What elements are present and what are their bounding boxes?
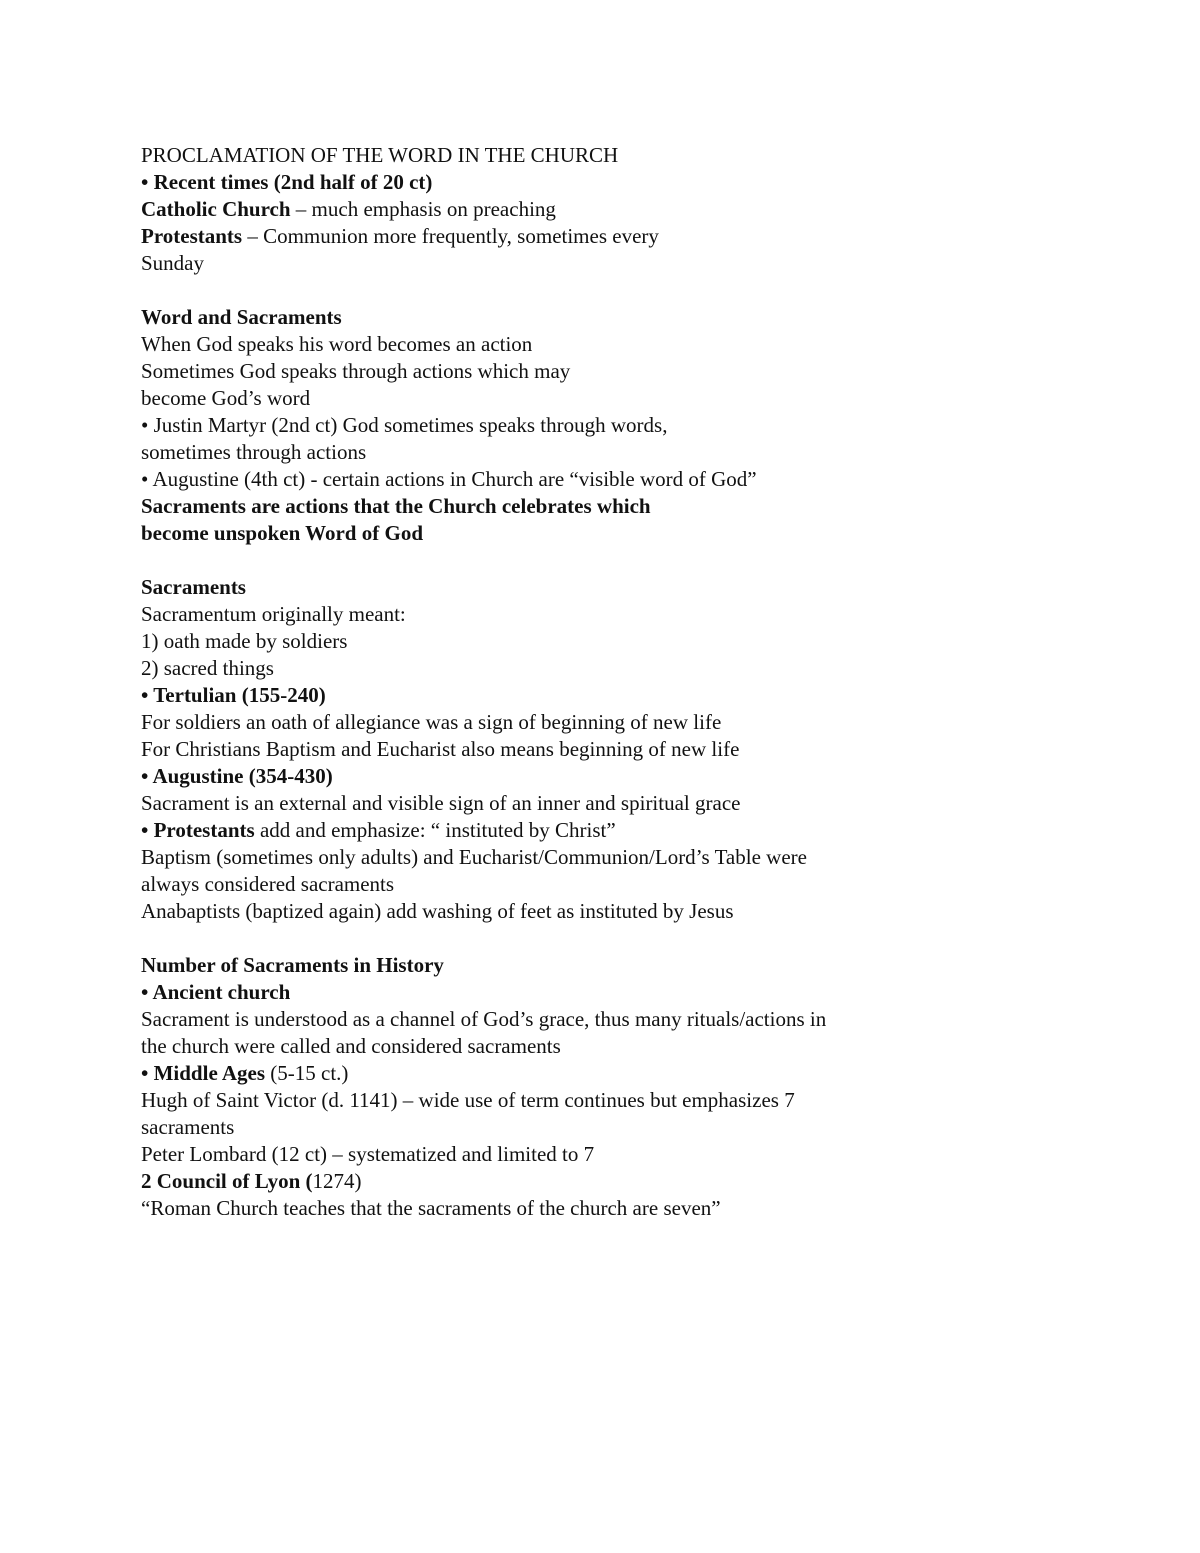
document-page — [141, 142, 1141, 1222]
text-line: For soldiers an oath of allegiance was a sign of beginning of new life — [141, 710, 722, 734]
bullet-augustine: • Augustine (354-430) — [141, 764, 333, 788]
council-text: 1274) — [312, 1169, 362, 1193]
protestants-bullet-text: add and emphasize: “ instituted by Christ” — [254, 818, 616, 842]
bullet-tertulian: • Tertulian (155-240) — [141, 683, 326, 707]
heading-number-of-sacraments: Number of Sacraments in History — [141, 953, 444, 977]
text-line: always considered sacraments — [141, 872, 395, 896]
protestants-text: – Communion more frequently, sometimes every — [242, 224, 659, 248]
heading-sacraments: Sacraments — [141, 575, 246, 599]
council-label: 2 Council of Lyon ( — [141, 1169, 313, 1193]
text-line: Sacramentum originally meant: — [141, 602, 406, 626]
catholic-text: – much emphasis on preaching — [290, 197, 556, 221]
middle-ages-label: • Middle Ages — [141, 1061, 266, 1085]
text-line: sometimes through actions — [141, 440, 367, 464]
text-line: Sacrament is an external and visible sign of an inner and spiritual grace — [141, 791, 741, 815]
council-line — [141, 1168, 1141, 1195]
text-line: 1) oath made by soldiers — [141, 629, 348, 653]
bullet-recent-times: • Recent times (2nd half of 20 ct) — [141, 170, 433, 194]
spacer — [141, 547, 1141, 574]
quote-line: “Roman Church teaches that the sacraments of the church are seven” — [141, 1196, 721, 1220]
text-line: Hugh of Saint Victor (d. 1141) – wide use of term continues but emphasizes 7 — [141, 1088, 795, 1112]
text-line: Sacrament is understood as a channel of God’s grace, thus many rituals/actions in — [141, 1007, 827, 1031]
bold-statement: become unspoken Word of God — [141, 521, 423, 545]
spacer — [141, 925, 1141, 952]
text-line: the church were called and considered sacraments — [141, 1034, 561, 1058]
text-line: When God speaks his word becomes an action — [141, 332, 533, 356]
text-line: For Christians Baptism and Eucharist also means beginning of new life — [141, 737, 740, 761]
text-line: Anabaptists (baptized again) add washing of feet as instituted by Jesus — [141, 899, 734, 923]
text-line: become God’s word — [141, 386, 311, 410]
protestants-line — [141, 223, 1141, 250]
protestants-bullet-label: • Protestants — [141, 818, 255, 842]
spacer — [141, 277, 1141, 304]
bullet-justin-martyr: • Justin Martyr (2nd ct) God sometimes speaks through words, — [141, 413, 668, 437]
protestants-bullet-line — [141, 817, 1141, 844]
protestants-label: Protestants — [141, 224, 243, 248]
text-line: Peter Lombard (12 ct) – systematized and limited to 7 — [141, 1142, 595, 1166]
sunday-line: Sunday — [141, 251, 204, 275]
heading-word-and-sacraments: Word and Sacraments — [141, 305, 342, 329]
bold-statement: Sacraments are actions that the Church celebrates which — [141, 494, 651, 518]
text-line: sacraments — [141, 1115, 235, 1139]
middle-ages-text: (5-15 ct.) — [265, 1061, 349, 1085]
text-line: Baptism (sometimes only adults) and Eucharist/Communion/Lord’s Table were — [141, 845, 807, 869]
bullet-augustine-4th: • Augustine (4th ct) - certain actions in Church are “visible word of God” — [141, 467, 757, 491]
catholic-label: Catholic Church — [141, 197, 291, 221]
text-line: Sometimes God speaks through actions which may — [141, 359, 571, 383]
middle-ages-line — [141, 1060, 1141, 1087]
text-line: 2) sacred things — [141, 656, 274, 680]
bullet-ancient-church: • Ancient church — [141, 980, 291, 1004]
doc-title: PROCLAMATION OF THE WORD IN THE CHURCH — [141, 143, 619, 167]
catholic-line — [141, 196, 1141, 223]
